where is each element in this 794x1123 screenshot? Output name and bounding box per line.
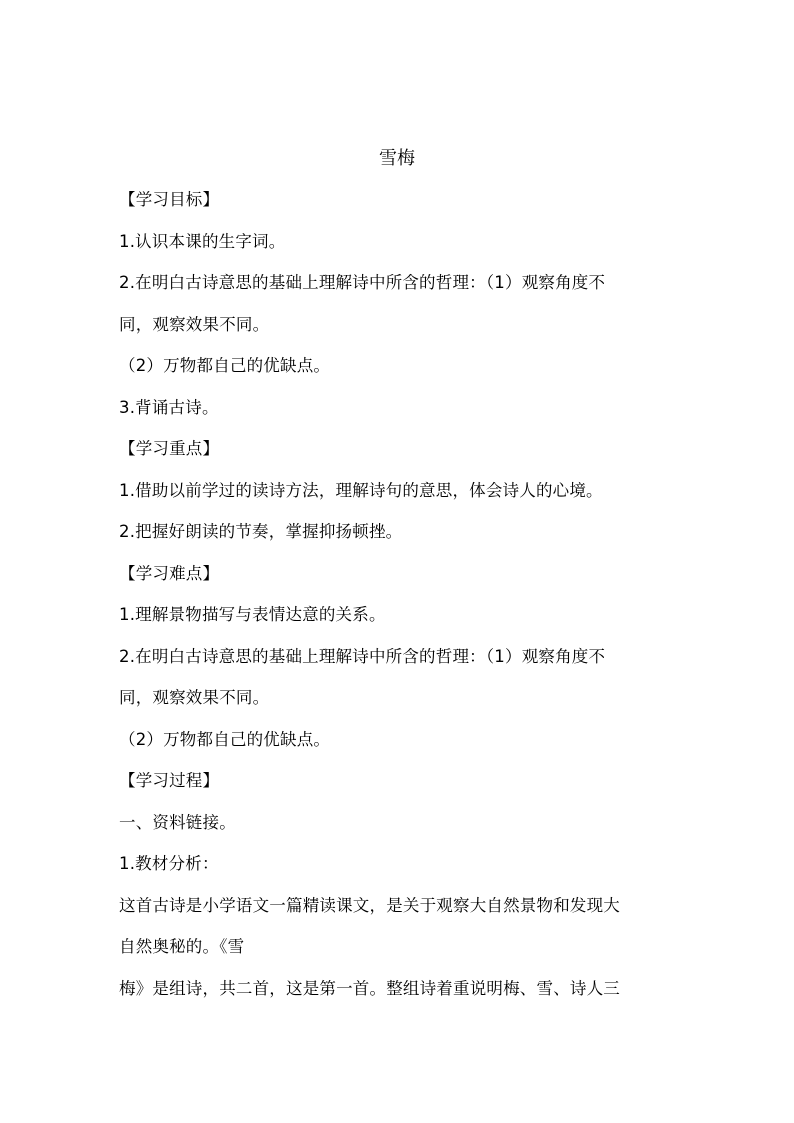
text-line: 同，观察效果不同。: [119, 314, 270, 334]
text-line: 这首古诗是小学语文一篇精读课文，是关于观察大自然景物和发现大: [119, 895, 620, 915]
section-heading-learning-goals: 【学习目标】: [119, 190, 220, 209]
text-line: 自然奥秘的。《雪: [119, 937, 245, 956]
text-line: 3.背诵古诗。: [119, 397, 219, 417]
section-heading-difficulties: 【学习难点】: [119, 563, 220, 583]
text-line: 同，观察效果不同。: [119, 688, 270, 707]
text-line: 2.在明白古诗意思的基础上理解诗中所含的哲理：（1）观察角度不: [119, 273, 606, 292]
text-line: 2.在明白古诗意思的基础上理解诗中所含的哲理：（1）观察角度不: [119, 646, 606, 666]
text-line: （2）万物都自己的优缺点。: [119, 356, 331, 375]
text-line: 1.认识本课的生字词。: [119, 231, 286, 251]
text-line: 1.教材分析：: [119, 854, 219, 873]
text-line: 一、资料链接。: [119, 812, 236, 832]
section-heading-process: 【学习过程】: [119, 771, 220, 790]
text-line: 1.借助以前学过的读诗方法，理解诗句的意思，体会诗人的心境。: [119, 480, 603, 500]
document-title: 雪梅: [379, 148, 415, 169]
text-line: 2.把握好朗读的节奏，掌握抑扬顿挫。: [119, 522, 403, 541]
text-line: （2）万物都自己的优缺点。: [119, 729, 331, 749]
text-line: 1.理解景物描写与表情达意的关系。: [119, 605, 386, 624]
section-heading-key-points: 【学习重点】: [119, 439, 220, 458]
document-body: [119, 186, 679, 1016]
text-line: 梅》是组诗，共二首，这是第一首。整组诗着重说明梅、雪、诗人三: [119, 978, 620, 998]
